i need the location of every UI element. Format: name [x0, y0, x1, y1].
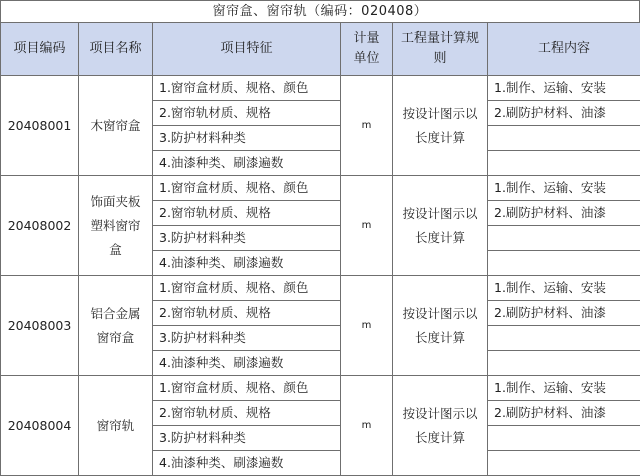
feature-cell: 3.防护材料种类	[153, 126, 341, 151]
header-work: 工程内容	[488, 23, 640, 76]
work-cell	[488, 226, 640, 251]
feature-cell: 2.窗帘轨材质、规格	[153, 101, 341, 126]
work-cell: 2.刷防护材料、油漆	[488, 301, 640, 326]
feature-cell: 4.油漆种类、刷漆遍数	[153, 451, 341, 476]
feature-cell: 2.窗帘轨材质、规格	[153, 301, 341, 326]
rule-cell	[393, 276, 488, 376]
work-cell: 1.制作、运输、安装	[488, 176, 640, 201]
work-cell	[488, 351, 640, 376]
feature-cell: 4.油漆种类、刷漆遍数	[153, 251, 341, 276]
item-code: 20408002	[1, 176, 79, 276]
work-cell: 1.制作、运输、安装	[488, 276, 640, 301]
item-name-text: 窗帘轨	[96, 417, 135, 433]
header-unit: 计量单位	[341, 23, 393, 76]
work-cell: 2.刷防护材料、油漆	[488, 101, 640, 126]
work-cell	[488, 326, 640, 351]
feature-cell: 2.窗帘轨材质、规格	[153, 201, 341, 226]
item-name	[79, 376, 153, 476]
feature-cell: 3.防护材料种类	[153, 226, 341, 251]
item-name	[79, 76, 153, 176]
table-row	[1, 76, 640, 101]
item-name-text: 饰面夹板塑料窗帘盒	[90, 193, 141, 257]
rule-text: 按设计图示以长度计算	[402, 305, 478, 345]
header-name: 项目名称	[79, 23, 153, 76]
work-cell: 2.刷防护材料、油漆	[488, 401, 640, 426]
work-cell: 1.制作、运输、安装	[488, 76, 640, 101]
feature-cell: 1.窗帘盒材质、规格、颜色	[153, 176, 341, 201]
table-row	[1, 276, 640, 301]
header-rule: 工程量计算规则	[393, 23, 488, 76]
item-code: 20408001	[1, 76, 79, 176]
item-name-text: 木窗帘盒	[90, 117, 141, 133]
feature-cell: 2.窗帘轨材质、规格	[153, 401, 341, 426]
bill-of-quantities-table	[0, 22, 640, 476]
table-row	[1, 176, 640, 201]
work-cell	[488, 251, 640, 276]
unit-cell: m	[341, 76, 393, 176]
item-code: 20408004	[1, 376, 79, 476]
header-features: 项目特征	[153, 23, 341, 76]
rule-text: 按设计图示以长度计算	[402, 205, 478, 245]
item-name	[79, 276, 153, 376]
table-title: 窗帘盒、窗帘轨（编码：020408）	[0, 0, 640, 22]
feature-cell: 3.防护材料种类	[153, 326, 341, 351]
unit-cell: m	[341, 176, 393, 276]
work-cell	[488, 126, 640, 151]
rule-cell	[393, 376, 488, 476]
unit-cell: m	[341, 376, 393, 476]
rule-cell	[393, 176, 488, 276]
item-code: 20408003	[1, 276, 79, 376]
work-cell	[488, 426, 640, 451]
work-cell: 2.刷防护材料、油漆	[488, 201, 640, 226]
feature-cell: 3.防护材料种类	[153, 426, 341, 451]
work-cell	[488, 451, 640, 476]
table-row	[1, 376, 640, 401]
work-cell: 1.制作、运输、安装	[488, 376, 640, 401]
rule-text: 按设计图示以长度计算	[402, 105, 478, 145]
feature-cell: 4.油漆种类、刷漆遍数	[153, 151, 341, 176]
unit-cell: m	[341, 276, 393, 376]
feature-cell: 4.油漆种类、刷漆遍数	[153, 351, 341, 376]
rule-text: 按设计图示以长度计算	[402, 405, 478, 445]
header-row	[1, 23, 640, 76]
rule-cell	[393, 76, 488, 176]
feature-cell: 1.窗帘盒材质、规格、颜色	[153, 76, 341, 101]
header-code: 项目编码	[1, 23, 79, 76]
work-cell	[488, 151, 640, 176]
feature-cell: 1.窗帘盒材质、规格、颜色	[153, 376, 341, 401]
feature-cell: 1.窗帘盒材质、规格、颜色	[153, 276, 341, 301]
item-name	[79, 176, 153, 276]
item-name-text: 铝合金属窗帘盒	[90, 305, 141, 345]
